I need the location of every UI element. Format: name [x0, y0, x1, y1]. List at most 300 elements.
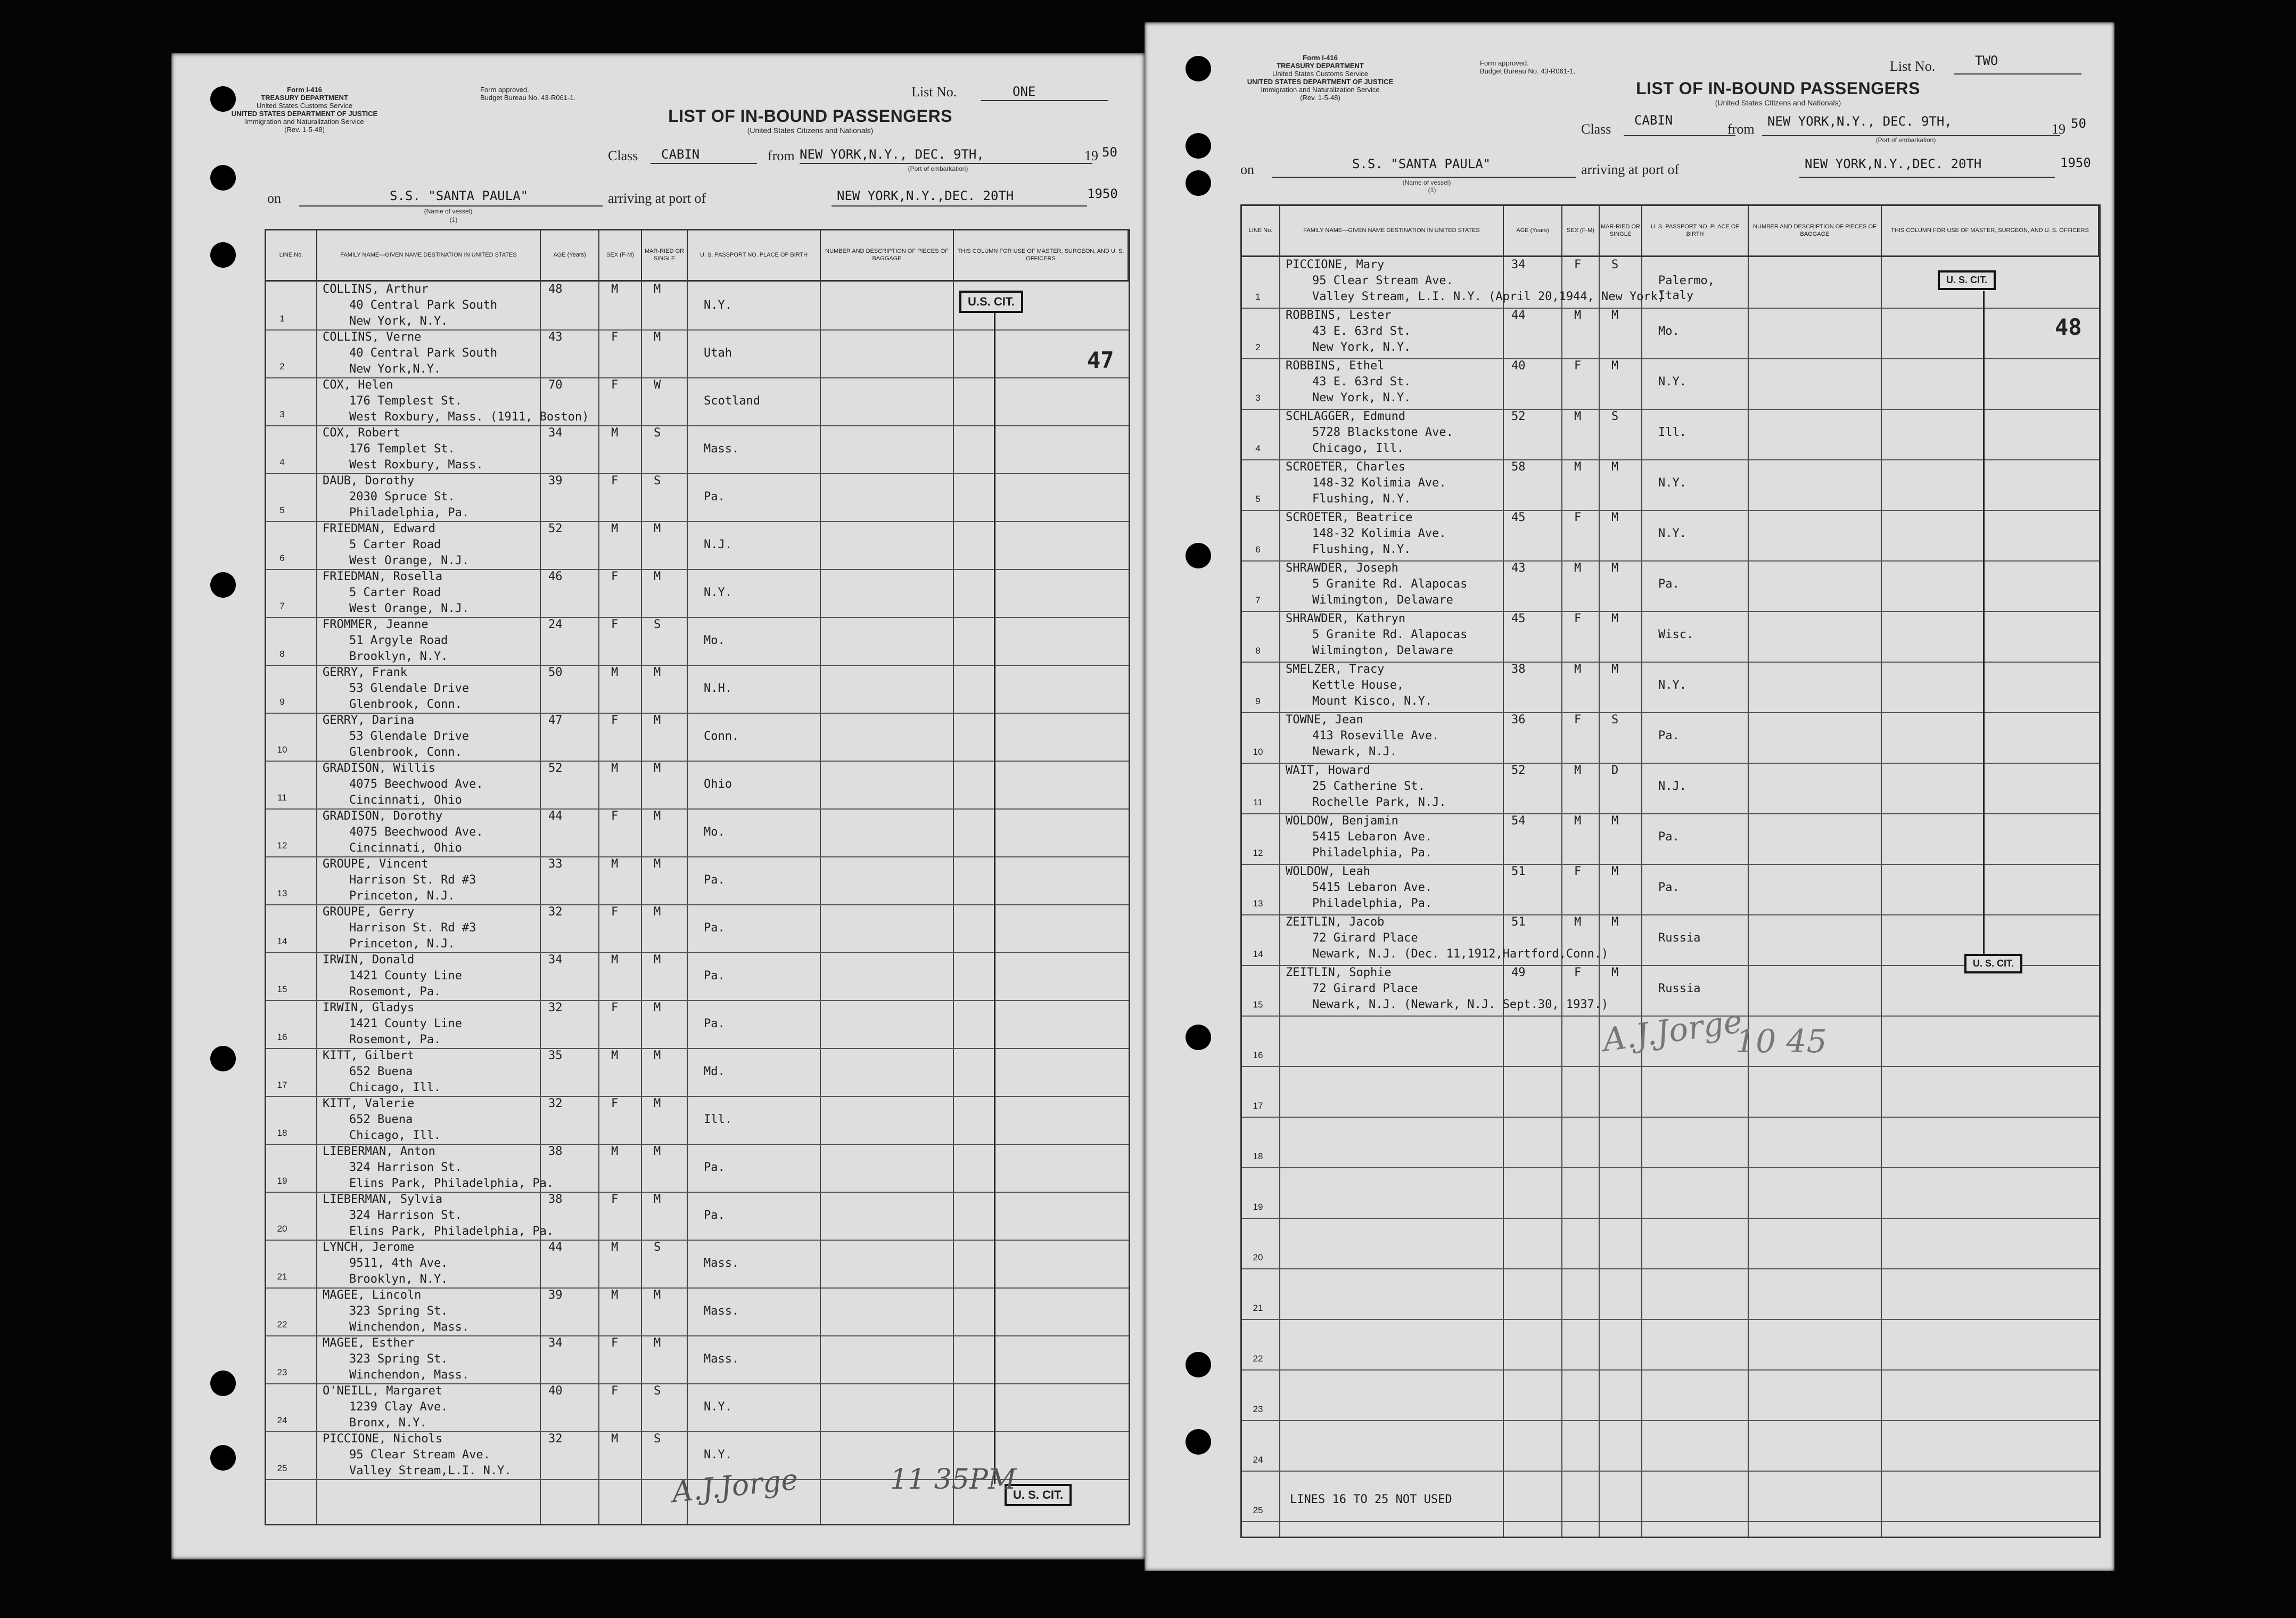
passenger-name: LIEBERMAN, Sylvia [323, 1193, 443, 1206]
address-line-1: 4075 Beechwood Ave. [349, 778, 483, 791]
place-of-birth: Pa. [704, 1017, 725, 1030]
place-of-birth: N.Y. [1658, 375, 1686, 389]
address-line-2: West Orange, N.J. [349, 554, 470, 567]
place-of-birth: Mass. [704, 1352, 739, 1366]
arriving-label: arriving at port of [608, 191, 706, 206]
passenger-sex: M [611, 1241, 619, 1254]
address-line-1: 148-32 Kolimia Ave. [1312, 527, 1446, 540]
passenger-sex: F [611, 1193, 619, 1206]
inspection-time: 10 45 [1735, 1023, 1827, 1060]
arrival-year: 1950 [2060, 155, 2091, 170]
passenger-age: 32 [548, 905, 563, 919]
address-line-1: 2030 Spruce St. [349, 490, 455, 503]
col-caption-1: (1) [449, 216, 458, 224]
passenger-age: 52 [1511, 764, 1526, 777]
class-label: Class [608, 148, 638, 163]
place-of-birth: Mo. [1658, 325, 1680, 338]
place-of-birth: N.Y. [704, 1400, 732, 1414]
line-number: 19 [1253, 1202, 1263, 1212]
passenger-age: 54 [1511, 814, 1526, 828]
line-number: 5 [1255, 494, 1261, 504]
table-row [266, 617, 1129, 666]
marital-status: M [654, 283, 661, 296]
table-row [266, 808, 1129, 857]
line-number: 24 [277, 1415, 287, 1425]
passenger-name: ZEITLIN, Sophie [1286, 966, 1392, 979]
address-line-1: 1421 County Line [349, 969, 462, 983]
port-embark-caption: (Port of embarkation) [1875, 136, 1936, 144]
passenger-age: 34 [548, 1336, 563, 1350]
punch-hole [210, 242, 236, 268]
passenger-sex: F [1574, 612, 1582, 625]
table-row [1242, 712, 2099, 764]
unused-lines-note: LINES 16 TO 25 NOT USED [1290, 1493, 1452, 1506]
passenger-count: 48 [2055, 314, 2082, 340]
address-line-2: Valley Stream, L.I. N.Y. (April 20,1944, New York) [1312, 290, 1665, 303]
column-header-officers: THIS COLUMN FOR USE OF MASTER, SURGEON, AND U. S. OFFICERS [1882, 206, 2099, 257]
marital-status: M [1611, 663, 1619, 676]
marital-status: M [654, 331, 661, 344]
form-header-left [1224, 54, 1416, 102]
place-of-birth: Mass. [704, 442, 739, 456]
passenger-age: 52 [548, 762, 563, 775]
line-number: 20 [1253, 1252, 1263, 1262]
column-header-name: FAMILY NAME—GIVEN NAME DESTINATION IN UNITED STATES [317, 230, 541, 282]
passenger-age: 40 [548, 1384, 563, 1398]
address-line-1: 53 Glendale Drive [349, 730, 470, 743]
passenger-sex: M [1574, 764, 1582, 777]
table-row [266, 856, 1129, 905]
class-label: Class [1581, 121, 1611, 137]
address-line-2: Cincinnati, Ohio [349, 794, 462, 807]
passenger-name: O'NEILL, Margaret [323, 1384, 443, 1398]
vessel-underline [299, 205, 603, 207]
passenger-sex: F [611, 1097, 619, 1110]
passenger-name: TOWNE, Jean [1286, 713, 1363, 727]
passenger-sex: F [1574, 713, 1582, 727]
table-row [266, 1144, 1129, 1193]
passenger-name: GRADISON, Willis [323, 762, 435, 775]
list-no-label: List No. [911, 84, 957, 100]
table-row [266, 1000, 1129, 1049]
passenger-sex: F [1574, 258, 1582, 271]
line-number: 8 [279, 649, 285, 659]
passenger-sex: F [611, 618, 619, 631]
passenger-sex: F [611, 378, 619, 392]
list-no-value: ONE [1013, 84, 1036, 99]
passenger-name: GROUPE, Vincent [323, 857, 429, 871]
place-of-birth: Pa. [1658, 830, 1680, 844]
justice-dept: UNITED STATES DEPARTMENT OF JUSTICE [231, 109, 378, 118]
marital-status: M [1611, 814, 1619, 828]
passenger-age: 48 [548, 283, 563, 296]
passenger-age: 40 [1511, 359, 1526, 373]
from-label: from [768, 148, 795, 163]
table-row [266, 521, 1129, 570]
table-row [1242, 560, 2099, 612]
column-header-baggage: NUMBER AND DESCRIPTION OF PIECES OF BAGGAGE [1749, 206, 1882, 257]
address-line-1: 5 Carter Road [349, 586, 441, 599]
address-line-2: New York,N.Y. [349, 362, 441, 376]
passenger-name: COX, Robert [323, 426, 400, 440]
marital-status: M [1611, 915, 1619, 929]
column-header-age: AGE (Years) [541, 230, 599, 282]
form-header-left [209, 86, 400, 134]
marital-status: M [1611, 612, 1619, 625]
passenger-sex: F [611, 810, 619, 823]
passenger-name: GERRY, Frank [323, 666, 407, 679]
address-line-2: Elins Park, Philadelphia, Pa. [349, 1177, 554, 1190]
punch-hole [1186, 543, 1211, 568]
address-line-1: 652 Buena [349, 1113, 413, 1126]
address-line-1: 40 Central Park South [349, 299, 498, 312]
address-line-2: West Roxbury, Mass. [349, 458, 483, 472]
marital-status: M [654, 570, 661, 583]
passenger-sex: M [611, 762, 619, 775]
from-label: from [1727, 121, 1755, 137]
table-row [1242, 662, 2099, 713]
address-line-2: Flushing, N.Y. [1312, 543, 1411, 556]
passenger-table [265, 229, 1130, 1525]
line-number: 3 [1255, 393, 1261, 403]
passenger-sex: F [611, 331, 619, 344]
passenger-name: ROBBINS, Lester [1286, 309, 1392, 322]
line-number: 23 [277, 1367, 287, 1377]
line-number: 7 [1255, 595, 1261, 605]
column-header-line: LINE No. [266, 230, 317, 282]
form-approval [1480, 60, 1618, 76]
address-line-1: 413 Roseville Ave. [1312, 729, 1439, 742]
punch-hole [210, 86, 236, 112]
passenger-age: 32 [548, 1432, 563, 1446]
address-line-1: Kettle House, [1312, 679, 1404, 692]
inspector-signature: A.J.Jorge [1600, 1002, 1745, 1060]
passenger-sex: M [611, 1289, 619, 1302]
line-number: 12 [277, 840, 287, 851]
passenger-sex: M [611, 426, 619, 440]
passenger-name: COLLINS, Arthur [323, 283, 429, 296]
ins-service: Immigration and Naturalization Service [245, 117, 364, 126]
address-line-1: 40 Central Park South [349, 346, 498, 360]
address-line-1: 652 Buena [349, 1065, 413, 1078]
place-of-birth: Pa. [704, 1209, 725, 1222]
marital-status: M [654, 1193, 661, 1206]
passenger-name: SCROETER, Beatrice [1286, 511, 1413, 524]
passenger-name: MAGEE, Lincoln [323, 1289, 422, 1302]
customs-service: United States Customs Service [257, 101, 352, 110]
line-number: 2 [1255, 342, 1261, 352]
address-line-2: Brooklyn, N.Y. [349, 650, 448, 663]
list-no-underline [981, 100, 1108, 101]
address-line-2: New York, N.Y. [1312, 391, 1411, 404]
passenger-age: 38 [548, 1145, 563, 1158]
place-of-birth: Md. [704, 1065, 725, 1078]
passenger-name: KITT, Gilbert [323, 1049, 415, 1062]
passenger-name: COLLINS, Verne [323, 331, 422, 344]
passenger-age: 39 [548, 474, 563, 488]
passenger-age: 38 [1511, 663, 1526, 676]
punch-hole [210, 1371, 236, 1396]
place-of-birth: Pa. [1658, 577, 1680, 591]
address-line-1: 324 Harrison St. [349, 1161, 462, 1174]
list-title-block [651, 106, 970, 135]
place-of-birth: Ill. [1658, 426, 1686, 439]
justice-dept: UNITED STATES DEPARTMENT OF JUSTICE [1247, 77, 1394, 86]
passenger-age: 49 [1511, 966, 1526, 979]
passenger-name: LYNCH, Jerome [323, 1241, 415, 1254]
list-subtitle: (United States Citizens and Nationals) [1715, 98, 1841, 107]
line-number: 18 [1253, 1151, 1263, 1161]
place-of-birth: N.J. [1658, 780, 1686, 793]
table-row [266, 473, 1129, 522]
address-line-2: Philadelphia, Pa. [349, 506, 470, 519]
table-row [1242, 1420, 2099, 1472]
inspector-signature: A.J.Jorge [670, 1462, 800, 1509]
address-line-2: Flushing, N.Y. [1312, 492, 1411, 506]
marital-status: M [654, 953, 661, 967]
line-number: 24 [1253, 1455, 1263, 1465]
passenger-age: 45 [1511, 612, 1526, 625]
line-number: 19 [277, 1176, 287, 1186]
passenger-age: 51 [1511, 865, 1526, 878]
line-number: 8 [1255, 646, 1261, 656]
punch-hole [1186, 170, 1211, 196]
form-id: Form I-416 [287, 86, 322, 94]
line-number: 22 [277, 1319, 287, 1330]
address-line-1: 53 Glendale Drive [349, 682, 470, 695]
address-line-1: 25 Catherine St. [1312, 780, 1425, 793]
marital-status: S [654, 1241, 661, 1254]
address-line-2: Princeton, N.J. [349, 889, 455, 903]
line-number: 5 [279, 505, 285, 515]
passenger-sex: F [611, 570, 619, 583]
table-row [266, 952, 1129, 1001]
passenger-age: 32 [548, 1001, 563, 1014]
place-of-birth: Pa. [704, 490, 725, 503]
address-line-1: 72 Girard Place [1312, 931, 1418, 945]
line-number: 21 [277, 1272, 287, 1282]
passenger-sex: M [1574, 915, 1582, 929]
table-row [266, 425, 1129, 474]
column-header-name: FAMILY NAME—GIVEN NAME DESTINATION IN UNITED STATES [1280, 206, 1504, 257]
passenger-age: 34 [1511, 258, 1526, 271]
passenger-age: 50 [548, 666, 563, 679]
passenger-sex: M [611, 857, 619, 871]
table-row [1242, 510, 2099, 562]
passenger-sex: M [1574, 410, 1582, 423]
line-number: 16 [1253, 1050, 1263, 1060]
table-row [1242, 308, 2099, 359]
line-number: 3 [279, 409, 285, 419]
passenger-age: 51 [1511, 915, 1526, 929]
table-row [1242, 813, 2099, 865]
line-number: 16 [277, 1032, 287, 1042]
passenger-name: WAIT, Howard [1286, 764, 1370, 777]
year-suffix: 50 [2071, 116, 2086, 131]
year-prefix: 19 [2052, 121, 2065, 137]
address-line-2: Brooklyn, N.Y. [349, 1273, 448, 1286]
table-row [1242, 1117, 2099, 1168]
passenger-name: FROMMER, Jeanne [323, 618, 429, 631]
passenger-name: SCROETER, Charles [1286, 460, 1406, 474]
place-of-birth: Pa. [704, 1161, 725, 1174]
passenger-age: 24 [548, 618, 563, 631]
passenger-sex: F [1574, 511, 1582, 524]
vessel-caption: (Name of vessel) [424, 208, 473, 215]
table-row [266, 665, 1129, 714]
table-row [266, 1335, 1129, 1384]
address-line-1: 4075 Beechwood Ave. [349, 825, 483, 839]
arrival-underline [1799, 177, 2055, 178]
address-line-2: New York, N.Y. [349, 315, 448, 328]
passenger-age: 44 [1511, 309, 1526, 322]
line-number: 6 [1255, 544, 1261, 555]
passenger-sex: M [1574, 663, 1582, 676]
place-of-birth: Ohio [704, 778, 732, 791]
passenger-name: MAGEE, Esther [323, 1336, 415, 1350]
column-header-married: MAR-RIED OR SINGLE [1600, 206, 1642, 257]
punch-hole [210, 165, 236, 191]
passenger-age: 70 [548, 378, 563, 392]
us-citizen-stamp-bottom: U. S. CIT. [1964, 954, 2022, 973]
table-row [1242, 763, 2099, 814]
address-line-1: 5415 Lebaron Ave. [1312, 830, 1433, 844]
address-line-2: Winchendon, Mass. [349, 1368, 470, 1382]
line-number: 15 [1253, 1000, 1263, 1010]
place-of-birth-country: Italy [1658, 289, 1694, 302]
arrival-value: NEW YORK,N.Y.,DEC. 20TH [1805, 156, 1982, 171]
table-row [1242, 1066, 2099, 1118]
line-number: 11 [1253, 797, 1263, 807]
passenger-age: 33 [548, 857, 563, 871]
address-line-2: Glenbrook, Conn. [349, 746, 462, 759]
table-row [1242, 1167, 2099, 1219]
table-row [1242, 1268, 2099, 1320]
us-citizen-stamp-top: U.S. CIT. [959, 291, 1023, 313]
passenger-name: SHRAWDER, Kathryn [1286, 612, 1406, 625]
punch-hole [210, 1046, 236, 1071]
passenger-age: 32 [548, 1097, 563, 1110]
passenger-name: IRWIN, Donald [323, 953, 415, 967]
passenger-name: IRWIN, Gladys [323, 1001, 415, 1014]
line-number: 21 [1253, 1303, 1263, 1313]
passenger-age: 46 [548, 570, 563, 583]
table-row [1242, 409, 2099, 460]
treasury-dept: TREASURY DEPARTMENT [261, 93, 348, 102]
column-header-sex: SEX (F-M) [1562, 206, 1600, 257]
passenger-age: 58 [1511, 460, 1526, 474]
column-header-age: AGE (Years) [1504, 206, 1562, 257]
form-revision: (Rev. 1-5-48) [1300, 93, 1340, 102]
table-row [1242, 864, 2099, 915]
passenger-sex: F [1574, 359, 1582, 373]
place-of-birth: N.Y. [704, 299, 732, 312]
from-value: NEW YORK,N.Y., DEC. 9TH, [1767, 114, 1952, 129]
passenger-sex: M [1574, 309, 1582, 322]
class-underline [1624, 135, 1735, 136]
column-header-married: MAR-RIED OR SINGLE [642, 230, 688, 282]
passenger-sex: F [1574, 865, 1582, 878]
table-row [1242, 1369, 2099, 1421]
passenger-age: 43 [1511, 562, 1526, 575]
line-number: 23 [1253, 1404, 1263, 1414]
passenger-name: GRADISON, Dorothy [323, 810, 443, 823]
place-of-birth: N.J. [704, 538, 732, 551]
address-line-2: Philadelphia, Pa. [1312, 897, 1433, 910]
line-number: 20 [277, 1224, 287, 1234]
address-line-2: Glenbrook, Conn. [349, 698, 462, 711]
citizen-bracket-line [994, 313, 995, 1484]
ins-service: Immigration and Naturalization Service [1261, 85, 1380, 94]
passenger-sex: M [611, 522, 619, 535]
passenger-name: ZEITLIN, Jacob [1286, 915, 1385, 929]
marital-status: M [654, 1049, 661, 1062]
place-of-birth: Mass. [704, 1257, 739, 1270]
address-line-1: 176 Templet St. [349, 442, 455, 456]
approval-line: Form approved. [480, 86, 529, 94]
address-line-2: Philadelphia, Pa. [1312, 846, 1433, 860]
class-value: CABIN [661, 147, 700, 162]
address-line-2: Chicago, Ill. [349, 1081, 441, 1094]
address-line-1: 95 Clear Stream Ave. [1312, 274, 1453, 287]
on-label: on [267, 191, 281, 206]
on-label: on [1240, 162, 1254, 177]
place-of-birth: Russia [1658, 931, 1701, 945]
marital-status: M [654, 714, 661, 727]
passenger-name: KITT, Valerie [323, 1097, 415, 1110]
passenger-age: 43 [548, 331, 563, 344]
passenger-age: 44 [548, 810, 563, 823]
punch-hole [1186, 56, 1211, 81]
line-number: 22 [1253, 1353, 1263, 1364]
address-line-1: 5 Carter Road [349, 538, 441, 551]
passenger-age: 45 [1511, 511, 1526, 524]
treasury-dept: TREASURY DEPARTMENT [1277, 61, 1364, 70]
manifest-sheet-two [1145, 22, 2114, 1571]
line-number: 4 [279, 457, 285, 467]
line-number: 13 [1253, 898, 1263, 909]
line-number: 12 [1253, 848, 1263, 858]
passenger-name: ROBBINS, Ethel [1286, 359, 1385, 373]
place-of-birth: Mo. [704, 825, 725, 839]
address-line-1: 43 E. 63rd St. [1312, 375, 1411, 389]
marital-status: S [654, 1384, 661, 1398]
passenger-sex: F [611, 714, 619, 727]
table-row [1242, 358, 2099, 410]
place-of-birth: Conn. [704, 730, 739, 743]
passenger-name: SHRAWDER, Joseph [1286, 562, 1398, 575]
address-line-1: 323 Spring St. [349, 1305, 448, 1318]
table-row [1242, 1218, 2099, 1269]
place-of-birth: N.Y. [1658, 476, 1686, 490]
table-row [266, 329, 1129, 378]
address-line-1: 324 Harrison St. [349, 1209, 462, 1222]
passenger-table [1240, 204, 2101, 1538]
address-line-2: West Orange, N.J. [349, 602, 470, 615]
passenger-sex: M [1574, 814, 1582, 828]
passenger-name: SMELZER, Tracy [1286, 663, 1385, 676]
place-of-birth: Scotland [704, 394, 760, 408]
arrival-year: 1950 [1087, 186, 1118, 201]
marital-status: M [1611, 309, 1619, 322]
vessel-caption: (Name of vessel) [1402, 179, 1451, 186]
marital-status: S [654, 618, 661, 631]
marital-status: M [654, 666, 661, 679]
passenger-sex: M [611, 666, 619, 679]
passenger-name: SCHLAGGER, Edmund [1286, 410, 1406, 423]
list-subtitle: (United States Citizens and Nationals) [747, 126, 874, 135]
marital-status: M [654, 1145, 661, 1158]
